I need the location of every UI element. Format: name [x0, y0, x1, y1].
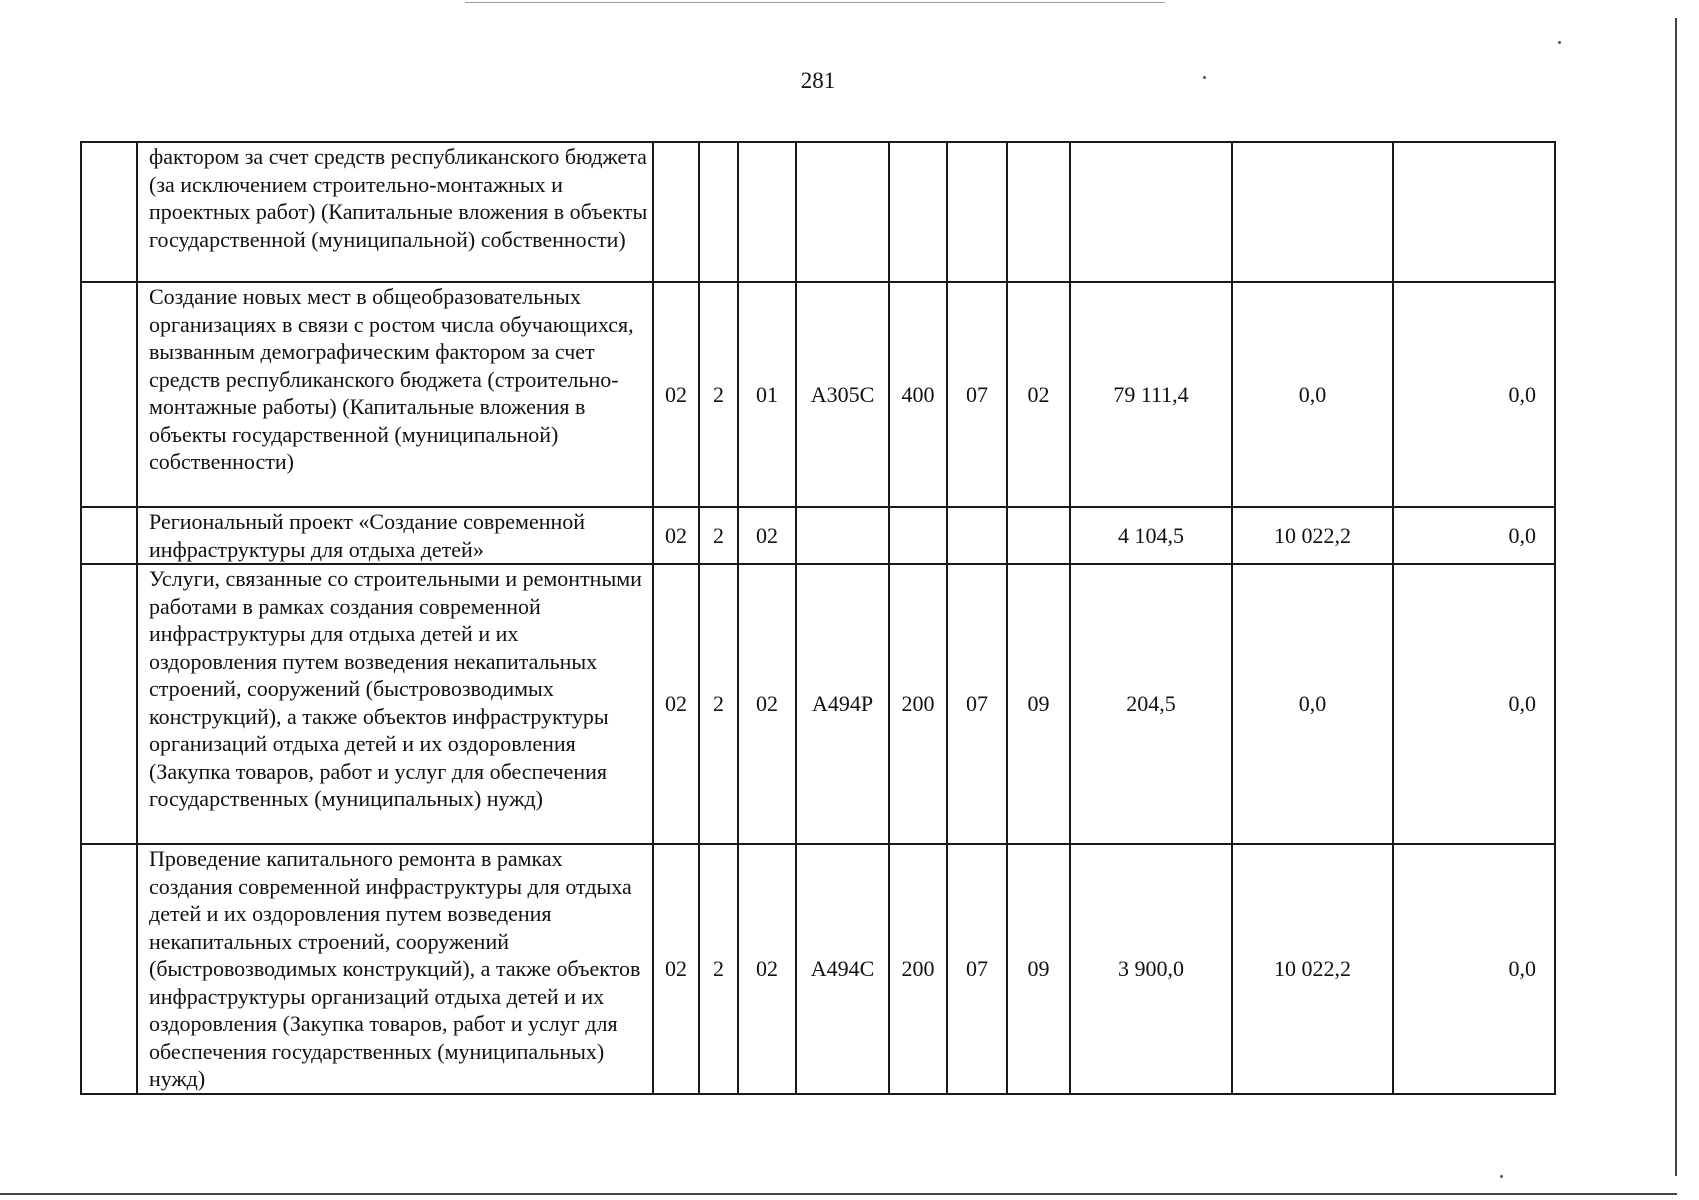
amount-year3-cell: 0,0: [1393, 844, 1555, 1094]
amount-year2-cell: 0,0: [1232, 282, 1393, 507]
row-description: Создание новых мест в общеобразовательных организациях в связи с ростом числа обучающихся, вызванным демографическим фактором за счет средств республиканского бюджета (строительно-монтажные работы) (Капитальные вложения в объекты государственной (муниципальной) собственности): [137, 282, 653, 507]
code-gp-cell: [653, 142, 699, 282]
code-subsection-cell: [1007, 142, 1070, 282]
amount-year1-cell: 79 111,4: [1070, 282, 1232, 507]
code-section-cell: [947, 507, 1007, 564]
amount-year1-cell: 4 104,5: [1070, 507, 1232, 564]
row-index-cell: [81, 142, 137, 282]
amount-year3-cell: [1393, 142, 1555, 282]
amount-year1-cell: [1070, 142, 1232, 282]
scan-right-edge: [1675, 18, 1677, 1176]
budget-table: [80, 141, 1556, 1095]
amount-year1-cell: 204,5: [1070, 564, 1232, 844]
table-row: [81, 282, 1555, 507]
code-direction-cell: [796, 507, 889, 564]
code-gp-cell: 02: [653, 507, 699, 564]
code-pgp-cell: 2: [699, 564, 738, 844]
table-row: [81, 507, 1555, 564]
code-subsection-cell: 09: [1007, 844, 1070, 1094]
code-expense-type-cell: [889, 142, 947, 282]
amount-year2-cell: 10 022,2: [1232, 844, 1393, 1094]
code-expense-type-cell: [889, 507, 947, 564]
amount-year2-cell: [1232, 142, 1393, 282]
code-pgp-cell: 2: [699, 844, 738, 1094]
code-direction-cell: А305С: [796, 282, 889, 507]
table-row: [81, 844, 1555, 1094]
row-index-cell: [81, 282, 137, 507]
scan-speck: [1558, 41, 1561, 44]
code-pgp-cell: 2: [699, 282, 738, 507]
row-description: Проведение капитального ремонта в рамках создания современной инфраструктуры для отдыха детей и их оздоровления путем возведения некапитальных строений, сооружений (быстровозводимых конструкций), а также объектов инфраструктуры организаций отдыха детей и их оздоровления (Закупка товаров, работ и услуг для обеспечения государственных (муниципальных) нужд): [137, 844, 653, 1094]
amount-year3-cell: 0,0: [1393, 564, 1555, 844]
code-section-cell: 07: [947, 282, 1007, 507]
code-om-cell: 02: [738, 564, 796, 844]
code-gp-cell: 02: [653, 564, 699, 844]
scan-speck: [1500, 1175, 1503, 1178]
row-description: фактором за счет средств республиканского бюджета (за исключением строительно-монтажных и проектных работ) (Капитальные вложения в объекты государственной (муниципальной) собственности): [137, 142, 653, 282]
code-subsection-cell: 02: [1007, 282, 1070, 507]
code-om-cell: 01: [738, 282, 796, 507]
code-direction-cell: [796, 142, 889, 282]
scan-top-edge: [465, 2, 1165, 3]
code-om-cell: [738, 142, 796, 282]
amount-year3-cell: 0,0: [1393, 282, 1555, 507]
row-index-cell: [81, 564, 137, 844]
code-expense-type-cell: 200: [889, 564, 947, 844]
code-pgp-cell: [699, 142, 738, 282]
amount-year2-cell: 0,0: [1232, 564, 1393, 844]
code-gp-cell: 02: [653, 282, 699, 507]
code-direction-cell: А494С: [796, 844, 889, 1094]
table-row: [81, 142, 1555, 282]
table-row: [81, 564, 1555, 844]
code-subsection-cell: 09: [1007, 564, 1070, 844]
code-expense-type-cell: 200: [889, 844, 947, 1094]
code-pgp-cell: 2: [699, 507, 738, 564]
code-direction-cell: А494Р: [796, 564, 889, 844]
row-index-cell: [81, 507, 137, 564]
amount-year2-cell: 10 022,2: [1232, 507, 1393, 564]
row-index-cell: [81, 844, 137, 1094]
page-number: 281: [800, 68, 836, 93]
code-gp-cell: 02: [653, 844, 699, 1094]
code-section-cell: 07: [947, 564, 1007, 844]
code-om-cell: 02: [738, 844, 796, 1094]
row-description: Услуги, связанные со строительными и ремонтными работами в рамках создания современной инфраструктуры для отдыха детей и их оздоровления путем возведения некапитальных строений, сооружений (быстровозводимых конструкций), а также объектов инфраструктуры организаций отдыха детей и их оздоровления (Закупка товаров, работ и услуг для обеспечения государственных (муниципальных) нужд): [137, 564, 653, 844]
code-section-cell: [947, 142, 1007, 282]
amount-year3-cell: 0,0: [1393, 507, 1555, 564]
code-om-cell: 02: [738, 507, 796, 564]
amount-year1-cell: 3 900,0: [1070, 844, 1232, 1094]
row-description: Региональный проект «Создание современной инфраструктуры для отдыха детей»: [137, 507, 653, 564]
code-section-cell: 07: [947, 844, 1007, 1094]
scan-bottom-edge: [0, 1193, 1677, 1195]
code-expense-type-cell: 400: [889, 282, 947, 507]
code-subsection-cell: [1007, 507, 1070, 564]
